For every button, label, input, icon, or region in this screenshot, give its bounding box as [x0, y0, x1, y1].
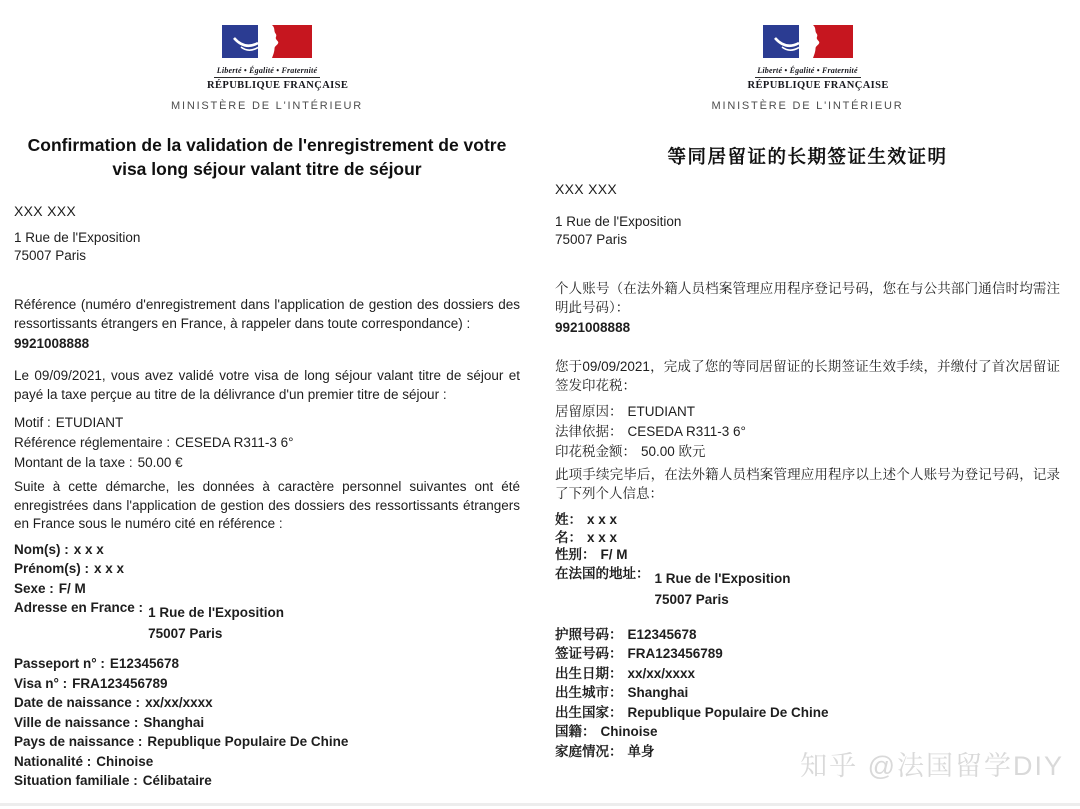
field-ming: 名： x x x — [555, 529, 618, 545]
logo-motto: Liberté • Égalité • Fraternité — [214, 66, 320, 78]
zh-reference-paragraph: 个人账号（在法外籍人员档案管理应用程序登记号码，您在与公共部门通信时均需注明此号码）： — [555, 281, 1060, 315]
field-huzhao-haoma: 护照号码： E12345678 — [555, 626, 697, 642]
fr-france-address-value: 1 Rue de l'Exposition 75007 Paris — [148, 605, 285, 641]
field-prenom: Prénom(s) : x x x — [14, 561, 125, 576]
field-xingbie: 性别： F/ M — [555, 547, 628, 562]
fr-passport-fields — [14, 654, 520, 791]
field-chusheng-guojia: 出生国家： Republique Populaire De Chine — [555, 704, 829, 720]
fr-recipient-name: XXX XXX — [14, 203, 77, 219]
zh-address-line2: 75007 Paris — [555, 232, 628, 247]
logo-motto: Liberté • Égalité • Fraternité — [755, 66, 861, 78]
zhihu-watermark: 知乎 @法国留学DIY — [800, 751, 1064, 781]
fr-ministry-label: MINISTÈRE DE L'INTÉRIEUR — [171, 100, 363, 112]
field-visa: Visa n° : FRA123456789 — [14, 675, 168, 691]
field-ville-naissance: Ville de naissance : Shanghai — [14, 714, 205, 730]
fr-tax-fields — [14, 413, 520, 473]
french-document — [0, 0, 540, 791]
logo-republic-label: RÉPUBLIQUE FRANÇAISE — [747, 80, 889, 91]
field-chusheng-chengshi: 出生城市： Shanghai — [555, 685, 689, 700]
zh-address-line1: 1 Rue de l'Exposition — [555, 214, 682, 229]
fr-identity-fields — [14, 540, 520, 599]
zh-france-address-value: 1 Rue de l'Exposition 75007 Paris — [654, 570, 791, 607]
field-passeport: Passeport n° : E12345678 — [14, 656, 179, 671]
field-motif: Motif : ETUDIANT — [14, 415, 124, 430]
zh-recipient-name: XXX XXX — [555, 181, 618, 197]
field-zai-faguo-dizhi: 在法国的地址： 1 Rue de l'Exposition 75007 Paris — [555, 564, 1060, 610]
field-montant-taxe: Montant de la taxe : 50.00 € — [14, 455, 183, 470]
field-jiating-qingkuang: 家庭情况： 单身 — [555, 743, 655, 759]
fr-suite-paragraph: Suite à cette démarche, les données à caractère personnel suivantes ont été enregistrées dans l'application de gestion des dossiers des ressortissants étrangers en France sous le numéro cité en référence : — [14, 479, 520, 531]
zh-validation-paragraph: 您于09/09/2021，完成了您的等同居留证的长期签证生效手续，并缴付了首次居留证签发印花税： — [555, 359, 1060, 393]
field-situation-familiale: Situation familiale : Célibataire — [14, 773, 212, 788]
field-adresse-en-france: Adresse en France : 1 Rue de l'Exposition 75007 Paris — [14, 598, 520, 644]
field-falv-yiju: 法律依据： CESEDA R311-3 6° — [555, 424, 746, 439]
zh-passport-fields — [555, 625, 1060, 762]
zh-reference-number: 9921008888 — [555, 320, 631, 335]
zh-ministry-label: MINISTÈRE DE L'INTÉRIEUR — [711, 100, 904, 112]
zh-recipient-address — [555, 213, 1060, 249]
zh-document-title: 等同居留证的长期签证生效证明 — [667, 146, 948, 167]
republique-francaise-logo-icon — [756, 25, 860, 63]
bottom-divider — [0, 803, 1080, 806]
field-pays-naissance: Pays de naissance : Republique Populaire De Chine — [14, 734, 349, 749]
fr-recipient-address — [14, 229, 520, 265]
field-chusheng-riqi: 出生日期： xx/xx/xxxx — [555, 665, 696, 681]
logo-republic-label: RÉPUBLIQUE FRANÇAISE — [207, 80, 349, 91]
zh-gov-header — [555, 25, 1060, 112]
fr-address-line2: 75007 Paris — [14, 248, 87, 263]
zh-tax-fields — [555, 402, 1060, 462]
field-juliu-yuanyin: 居留原因： ETUDIANT — [555, 404, 695, 419]
chinese-document — [540, 0, 1080, 791]
field-guoji: 国籍： Chinoise — [555, 724, 658, 739]
field-nom: Nom(s) : x x x — [14, 541, 104, 557]
field-qianzheng-haoma: 签证号码： FRA123456789 — [555, 646, 723, 661]
field-xing: 姓： x x x — [555, 512, 618, 527]
fr-reference-number: 9921008888 — [14, 336, 90, 351]
fr-address-line1: 1 Rue de l'Exposition — [14, 230, 141, 245]
zh-logo-box — [747, 25, 889, 91]
fr-document-title: Confirmation de la validation de l'enregistrement de votre visa long séjour valant titre de séjour — [27, 135, 507, 179]
field-nationalite: Nationalité : Chinoise — [14, 753, 154, 769]
fr-gov-header — [14, 25, 520, 112]
fr-reference-paragraph: Référence (numéro d'enregistrement dans l'application de gestion des dossiers des ressortissants étrangers en France, à rappeler dans toute correspondance) : — [14, 297, 520, 331]
fr-validation-paragraph: Le 09/09/2021, vous avez validé votre visa de long séjour valant titre de séjour et payé la taxe perçue au titre de la délivrance d'un premier titre de séjour : — [14, 368, 520, 402]
zh-identity-fields — [555, 511, 1060, 564]
field-reference-reglementaire: Référence réglementaire : CESEDA R311-3 6° — [14, 435, 294, 450]
field-yinhuashui-jine: 印花税金额： 50.00 欧元 — [555, 444, 706, 459]
fr-logo-box — [207, 25, 349, 91]
zh-suite-paragraph: 此项手续完毕后，在法外籍人员档案管理应用程序以上述个人账号为登记号码，记录了下列个人信息： — [555, 467, 1060, 501]
field-date-naissance: Date de naissance : xx/xx/xxxx — [14, 695, 213, 710]
field-sexe: Sexe : F/ M — [14, 580, 86, 596]
republique-francaise-logo-icon — [215, 25, 319, 63]
